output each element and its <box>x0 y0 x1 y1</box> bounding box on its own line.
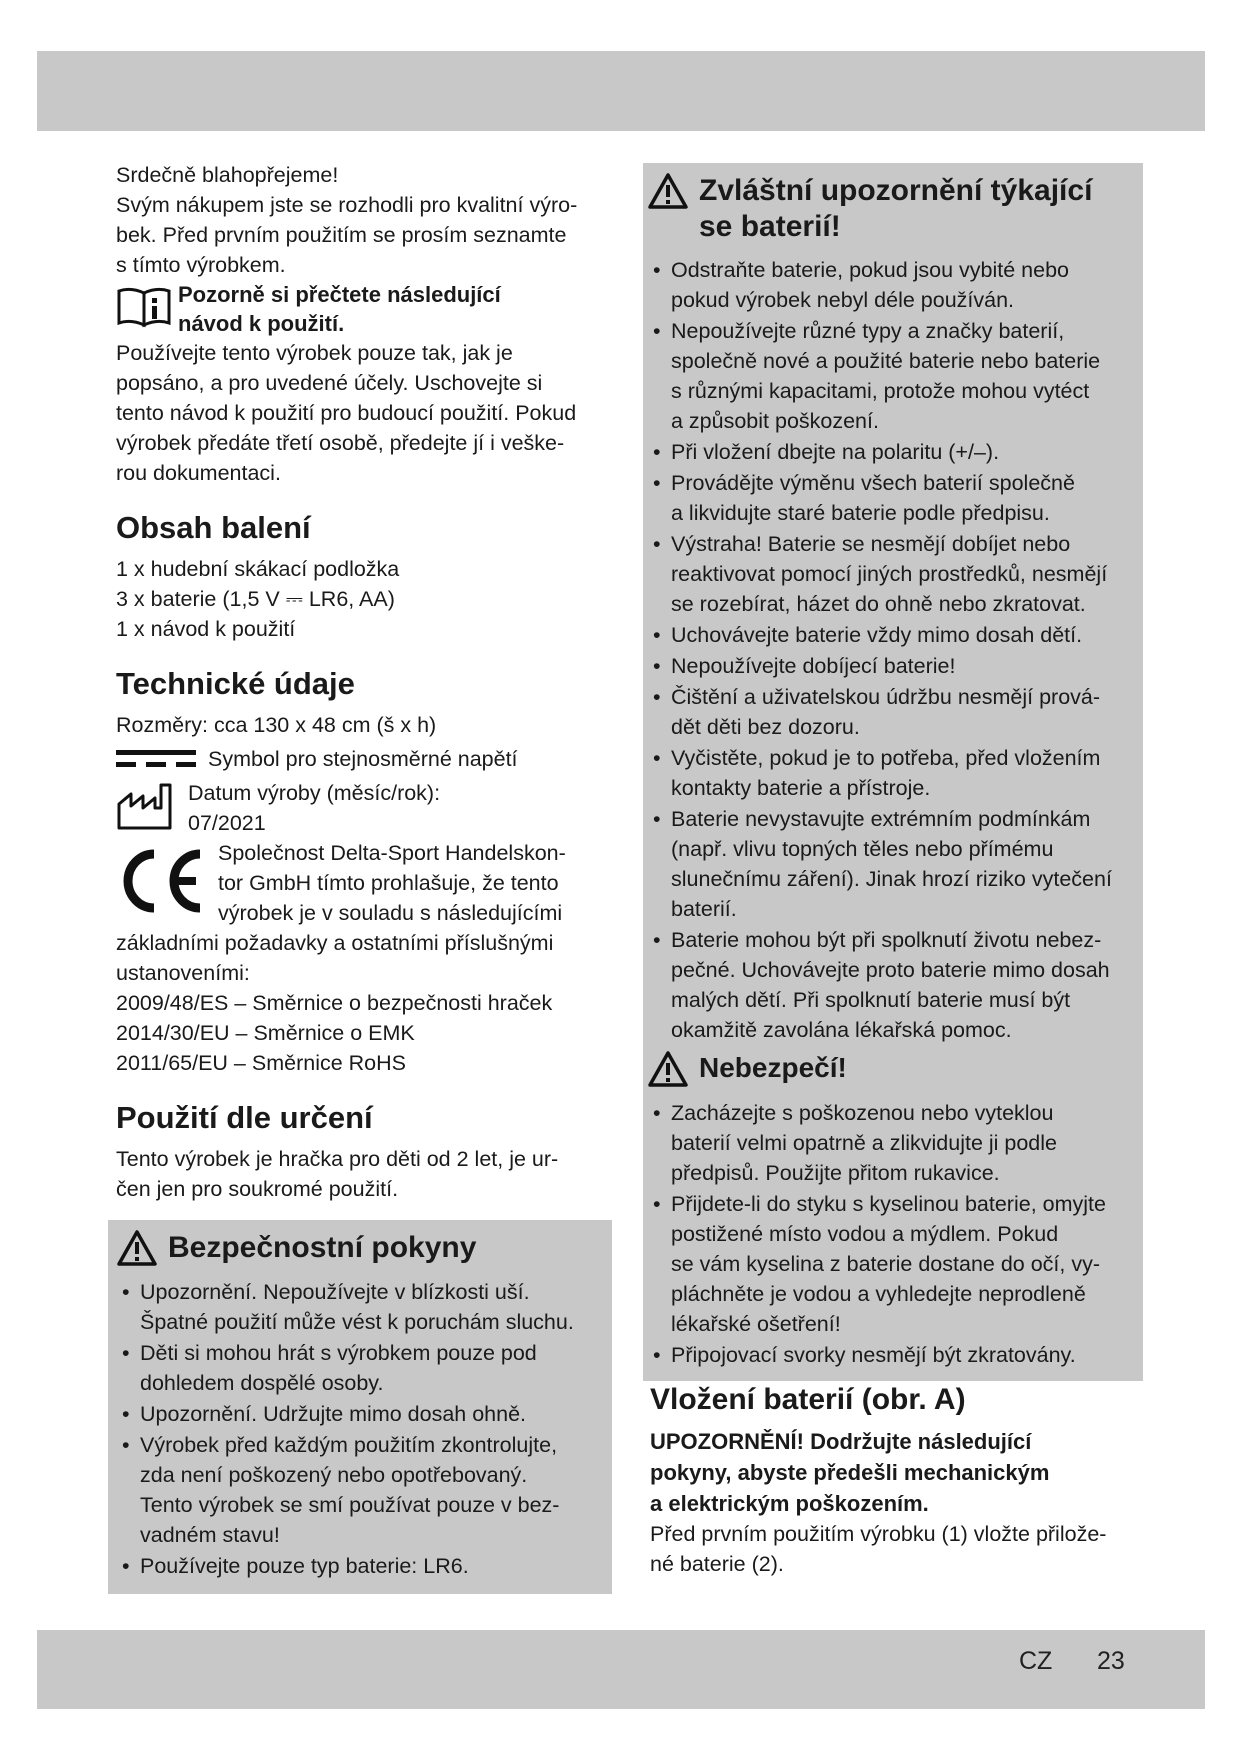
info-bold-line: Pozorně si přečtete následující <box>178 282 501 307</box>
list-item <box>647 316 1135 436</box>
ce-text-line: základními požadavky a ostatními příslušnými <box>116 931 554 955</box>
insert-batteries-heading: Vložení baterií (obr. A) <box>650 1383 966 1416</box>
ce-text-line: výrobek je v souladu s následujícími <box>218 901 563 925</box>
list-item-line: • Uchovávejte baterie vždy mimo dosah dětí. <box>671 623 1083 647</box>
directive-line: 2014/30/EU – Směrnice o EMK <box>116 1021 415 1045</box>
safety-heading: Bezpečnostní pokyny <box>168 1231 477 1264</box>
list-item-line: • Výstraha! Baterie se nesmějí dobíjet nebo <box>671 532 1071 556</box>
ce-text-line: tor GmbH tímto prohlašuje, že tento <box>218 871 559 895</box>
list-item <box>647 651 1135 681</box>
list-item <box>116 1399 604 1429</box>
usage-line: Používejte tento výrobek pouze tak, jak je <box>116 341 513 365</box>
direct-current-icon <box>116 748 196 770</box>
list-item-line: • Používejte pouze typ baterie: LR6. <box>140 1554 469 1578</box>
list-item-line: • Nepoužívejte dobíjecí baterie! <box>671 654 956 678</box>
manufacture-date-value: 07/2021 <box>188 811 266 835</box>
list-item-line: malých dětí. Při spolknutí baterie musí být <box>671 988 1071 1012</box>
header-bar <box>37 51 1205 131</box>
list-item-line: a likvidujte staré baterie podle předpisu. <box>671 501 1050 525</box>
language-code: CZ <box>1019 1647 1053 1675</box>
list-item-line: s různými kapacitami, protože mohou vytéct <box>671 379 1090 403</box>
intended-use-heading: Použití dle určení <box>116 1100 373 1135</box>
battery-insert-section <box>650 1382 1130 1579</box>
list-item-line: • Baterie mohou být při spolknutí životu nebez- <box>671 928 1102 952</box>
dc-symbol-row <box>116 744 594 774</box>
list-item-line: dohledem dospělé osoby. <box>140 1371 384 1395</box>
ce-declaration <box>116 838 594 988</box>
list-item <box>647 437 1135 467</box>
list-item-line: • Zacházejte s poškozenou nebo vyteklou <box>671 1101 1054 1125</box>
ce-mark-icon <box>116 842 206 920</box>
list-item <box>647 529 1135 619</box>
intro-line: Svým nákupem jste se rozhodli pro kvalitní výro- <box>116 193 578 217</box>
read-instructions-notice <box>116 280 594 338</box>
list-item <box>116 1277 604 1337</box>
list-item <box>116 1430 604 1550</box>
list-item <box>647 1189 1135 1339</box>
list-item-line: • Výrobek před každým použitím zkontrolujte, <box>140 1433 558 1457</box>
list-item-line: předpisů. Použijte přitom rukavice. <box>671 1161 1000 1185</box>
ce-text-line: Společnost Delta-Sport Handelskon- <box>218 841 566 865</box>
list-item-line: Špatné použití může vést k poruchám sluchu. <box>140 1310 574 1334</box>
ce-text-line: ustanoveními: <box>116 961 250 985</box>
list-item <box>647 1098 1135 1188</box>
info-bold-line: návod k použití. <box>178 311 345 336</box>
list-item <box>116 1338 604 1398</box>
list-item-line: • Odstraňte baterie, pokud jsou vybité nebo <box>671 258 1070 282</box>
list-item-line: společně nové a použité baterie nebo baterie <box>671 349 1101 373</box>
warning-icon <box>647 172 689 210</box>
safety-box <box>108 1220 612 1594</box>
list-item-line: • Přijdete-li do styku s kyselinou baterie, omyjte <box>671 1192 1106 1216</box>
contents-heading: Obsah balení <box>116 510 311 545</box>
danger-list <box>647 1098 1135 1370</box>
intro-line: Srdečně blahopřejeme! <box>116 163 339 187</box>
directive-line: 2011/65/EU – Směrnice RoHS <box>116 1051 406 1075</box>
usage-line: popsáno, a pro uvedené účely. Uschovejte si <box>116 371 543 395</box>
page-number: 23 <box>1097 1647 1125 1675</box>
list-item <box>647 743 1135 803</box>
list-item <box>647 682 1135 742</box>
list-item <box>647 255 1135 315</box>
list-item <box>647 804 1135 924</box>
list-item-line: Tento výrobek se smí používat pouze v bez- <box>140 1493 560 1517</box>
warning-icon <box>116 1229 158 1267</box>
list-item-line: baterií velmi opatrně a zlikvidujte ji podle <box>671 1131 1058 1155</box>
intro-line: s tímto výrobkem. <box>116 253 286 277</box>
insert-warning-line: UPOZORNĚNÍ! Dodržujte následující <box>650 1429 1032 1454</box>
list-item-line: se vám kyselina z baterie dostane do očí, vy- <box>671 1252 1101 1276</box>
list-item-line: postižené místo vodou a mýdlem. Pokud <box>671 1222 1059 1246</box>
warning-icon <box>647 1050 689 1088</box>
contents-item: 3 x baterie (1,5 V ⎓ LR6, AA) <box>116 587 395 611</box>
contents-item: 1 x návod k použití <box>116 617 296 641</box>
list-item <box>647 925 1135 1045</box>
list-item-line: • Provádějte výměnu všech baterií společně <box>671 471 1075 495</box>
battery-heading-line: Zvláštní upozornění týkající <box>699 174 1093 207</box>
book-info-icon <box>116 283 172 331</box>
contents-item: 1 x hudební skákací podložka <box>116 557 400 581</box>
list-item-line: pečné. Uchovávejte proto baterie mimo dosah <box>671 958 1110 982</box>
list-item-line: • Připojovací svorky nesmějí být zkratovány. <box>671 1343 1076 1367</box>
insert-text-line: Před prvním použitím výrobku (1) vložte přilože- <box>650 1522 1107 1546</box>
left-column <box>116 160 594 1594</box>
list-item-line: okamžitě zavolána lékařská pomoc. <box>671 1018 1012 1042</box>
usage-line: rou dokumentaci. <box>116 461 281 485</box>
list-item-line: pokud výrobek nebyl déle používán. <box>671 288 1015 312</box>
battery-heading-row <box>647 173 1135 245</box>
usage-line: výrobek předáte třetí osobě, předejte jí i veške- <box>116 431 565 455</box>
list-item-line: • Upozornění. Nepoužívejte v blízkosti uší. <box>140 1280 530 1304</box>
list-item <box>647 620 1135 650</box>
list-item-line: • Nepoužívejte různé typy a značky baterií, <box>671 319 1065 343</box>
intro-line: bek. Před prvním použitím se prosím seznamte <box>116 223 567 247</box>
list-item-line: • Při vložení dbejte na polaritu (+/–). <box>671 440 1000 464</box>
list-item-line: baterií. <box>671 897 737 921</box>
list-item-line: se rozebírat, házet do ohně nebo zkratovat. <box>671 592 1086 616</box>
usage-line: tento návod k použití pro budoucí použití. Pokud <box>116 401 577 425</box>
dimensions-text: Rozměry: cca 130 x 48 cm (š x h) <box>116 713 437 737</box>
danger-heading: Nebezpečí! <box>699 1052 847 1083</box>
list-item-line: • Baterie nevystavujte extrémním podmínkám <box>671 807 1091 831</box>
battery-heading-line: se baterií! <box>699 210 841 243</box>
directive-line: 2009/48/ES – Směrnice o bezpečnosti hraček <box>116 991 553 1015</box>
list-item-line: lékařské ošetření! <box>671 1312 841 1336</box>
safety-list <box>116 1277 604 1581</box>
intended-use-line: Tento výrobek je hračka pro děti od 2 let, je ur- <box>116 1147 559 1171</box>
list-item-line: reaktivovat pomocí jiných prostředků, nesmějí <box>671 562 1108 586</box>
insert-warning-line: pokyny, abyste předešli mechanickým <box>650 1460 1050 1485</box>
battery-warnings-box <box>643 163 1143 1381</box>
intended-use-line: čen jen pro soukromé použití. <box>116 1177 399 1201</box>
list-item-line: vadném stavu! <box>140 1523 280 1547</box>
list-item <box>647 1340 1135 1370</box>
technical-data-heading: Technické údaje <box>116 666 355 701</box>
safety-heading-row <box>116 1230 604 1267</box>
list-item-line: kontakty baterie a přístroje. <box>671 776 931 800</box>
list-item-line: • Vyčistěte, pokud je to potřeba, před vložením <box>671 746 1101 770</box>
danger-heading-row <box>647 1051 1135 1088</box>
factory-icon <box>116 782 176 832</box>
manufacture-date-row <box>116 778 594 838</box>
list-item-line: • Čištění a uživatelskou údržbu nesmějí prová- <box>671 685 1101 709</box>
insert-text-line: né baterie (2). <box>650 1552 784 1576</box>
list-item-line: slunečnímu záření). Jinak hrozí riziko vytečení <box>671 867 1112 891</box>
list-item-line: dět děti bez dozoru. <box>671 715 860 739</box>
list-item <box>116 1551 604 1581</box>
list-item <box>647 468 1135 528</box>
list-item-line: • Upozornění. Udržujte mimo dosah ohně. <box>140 1402 527 1426</box>
list-item-line: a způsobit poškození. <box>671 409 879 433</box>
list-item-line: pláchněte je vodou a vyhledejte neprodleně <box>671 1282 1086 1306</box>
list-item-line: • Děti si mohou hrát s výrobkem pouze pod <box>140 1341 537 1365</box>
dc-symbol-text: Symbol pro stejnosměrné napětí <box>208 747 518 771</box>
manufacture-date-label: Datum výroby (měsíc/rok): <box>188 781 441 805</box>
list-item-line: (např. vlivu topných těles nebo přímému <box>671 837 1054 861</box>
insert-warning-line: a elektrickým poškozením. <box>650 1491 929 1516</box>
battery-list <box>647 255 1135 1045</box>
list-item-line: zda není poškozený nebo opotřebovaný. <box>140 1463 528 1487</box>
